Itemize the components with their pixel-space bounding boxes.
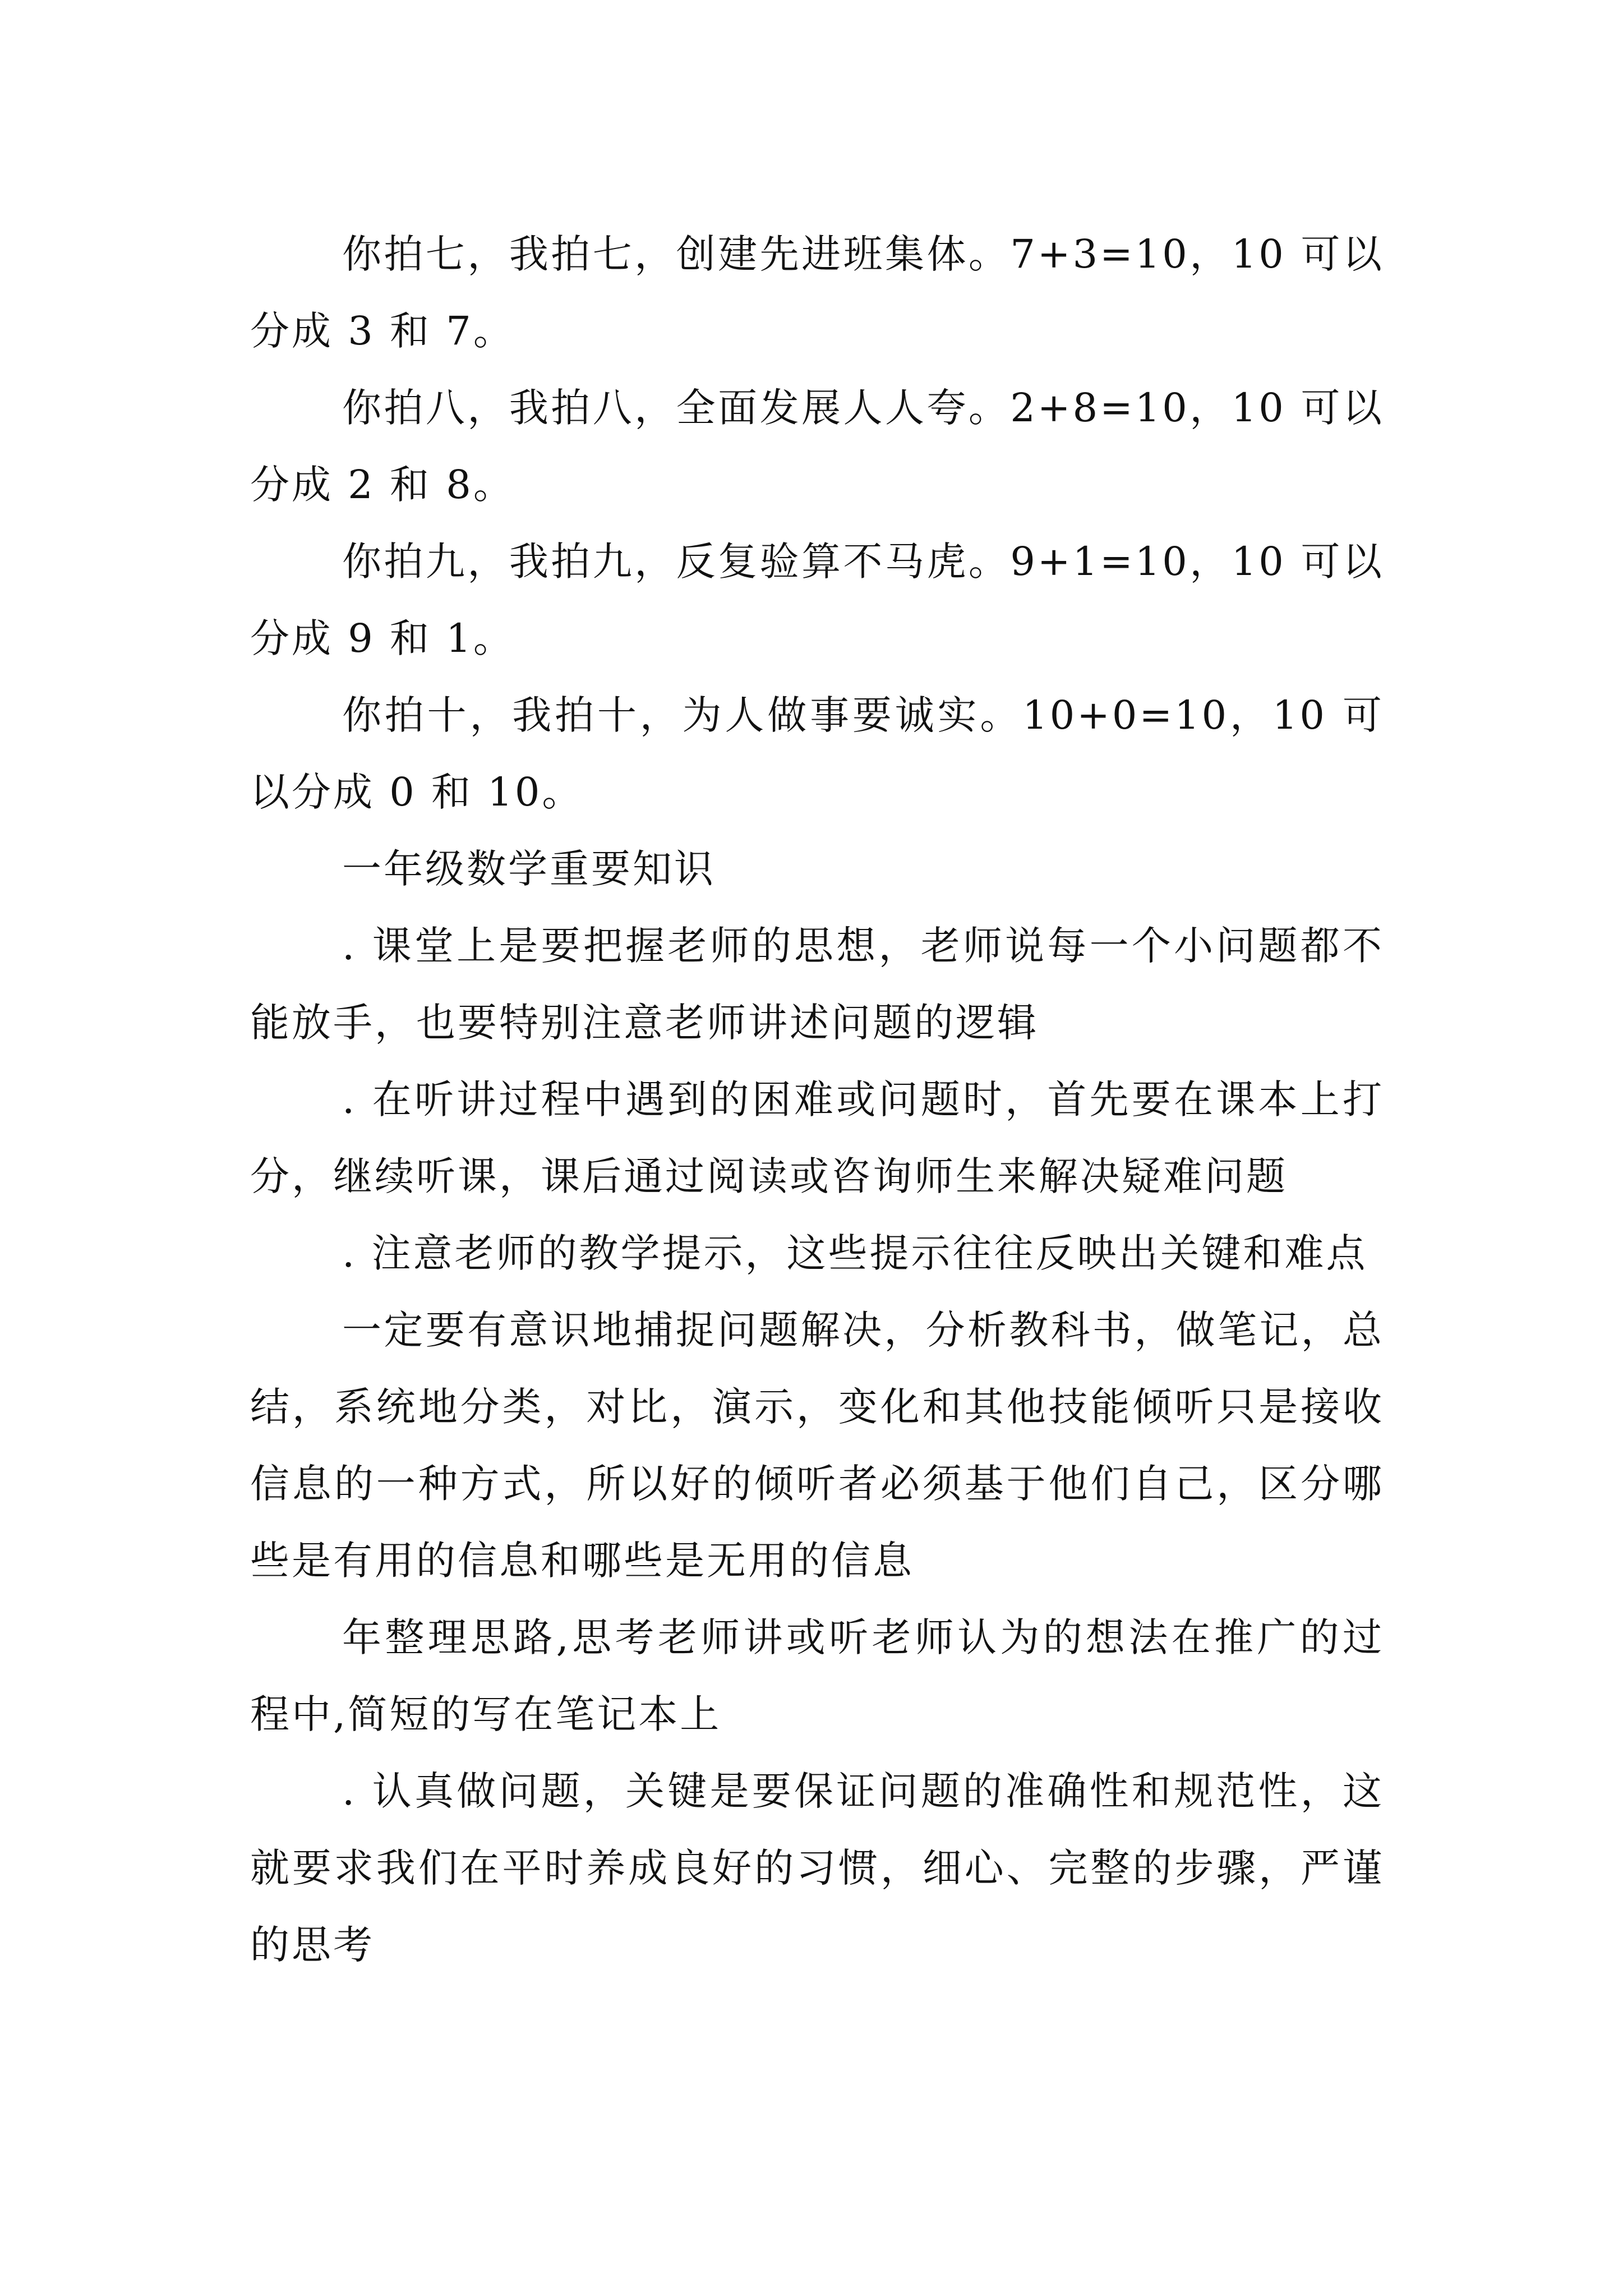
paragraph-clap-seven: 你拍七，我拍七，创建先进班集体。7+3=10，10 可以分成 3 和 7。 — [250, 231, 1384, 354]
tip-paragraph: . 课堂上是要把握老师的思想，老师说每一个小问题都不能放手，也要特别注意老师讲述问题的逻辑 — [250, 923, 1384, 1046]
section-heading: 一年级数学重要知识 — [342, 846, 716, 892]
paragraph-clap-ten: 你拍十，我拍十，为人做事要诚实。10+0=10，10 可以分成 0 和 10。 — [250, 692, 1384, 815]
paragraph-clap-nine: 你拍九，我拍九，反复验算不马虎。9+1=10，10 可以分成 9 和 1。 — [250, 539, 1384, 661]
tip-paragraph: 年整理思路,思考老师讲或听老师认为的想法在推广的过程中,简短的写在笔记本上 — [250, 1614, 1384, 1737]
tip-paragraph: . 注意老师的教学提示，这些提示往往反映出关键和难点 — [342, 1230, 1368, 1276]
tip-paragraph: . 在听讲过程中遇到的困难或问题时，首先要在课本上打分，继续听课，课后通过阅读或咨询师生来解决疑难问题 — [250, 1076, 1384, 1199]
tip-paragraph: 一定要有意识地捕捉问题解决，分析教科书，做笔记，总结，系统地分类，对比，演示，变化和其他技能倾听只是接收信息的一种方式，所以好的倾听者必须基于他们自己，区分哪些是有用的信息和哪些是无用的信息 — [250, 1307, 1384, 1584]
paragraph-clap-eight: 你拍八，我拍八，全面发展人人夸。2+8=10，10 可以分成 2 和 8。 — [250, 385, 1384, 508]
tip-paragraph: . 认真做问题，关键是要保证问题的准确性和规范性，这就要求我们在平时养成良好的习惯，细心、完整的步骤，严谨的思考 — [250, 1768, 1384, 1968]
document-body — [250, 216, 1384, 1984]
